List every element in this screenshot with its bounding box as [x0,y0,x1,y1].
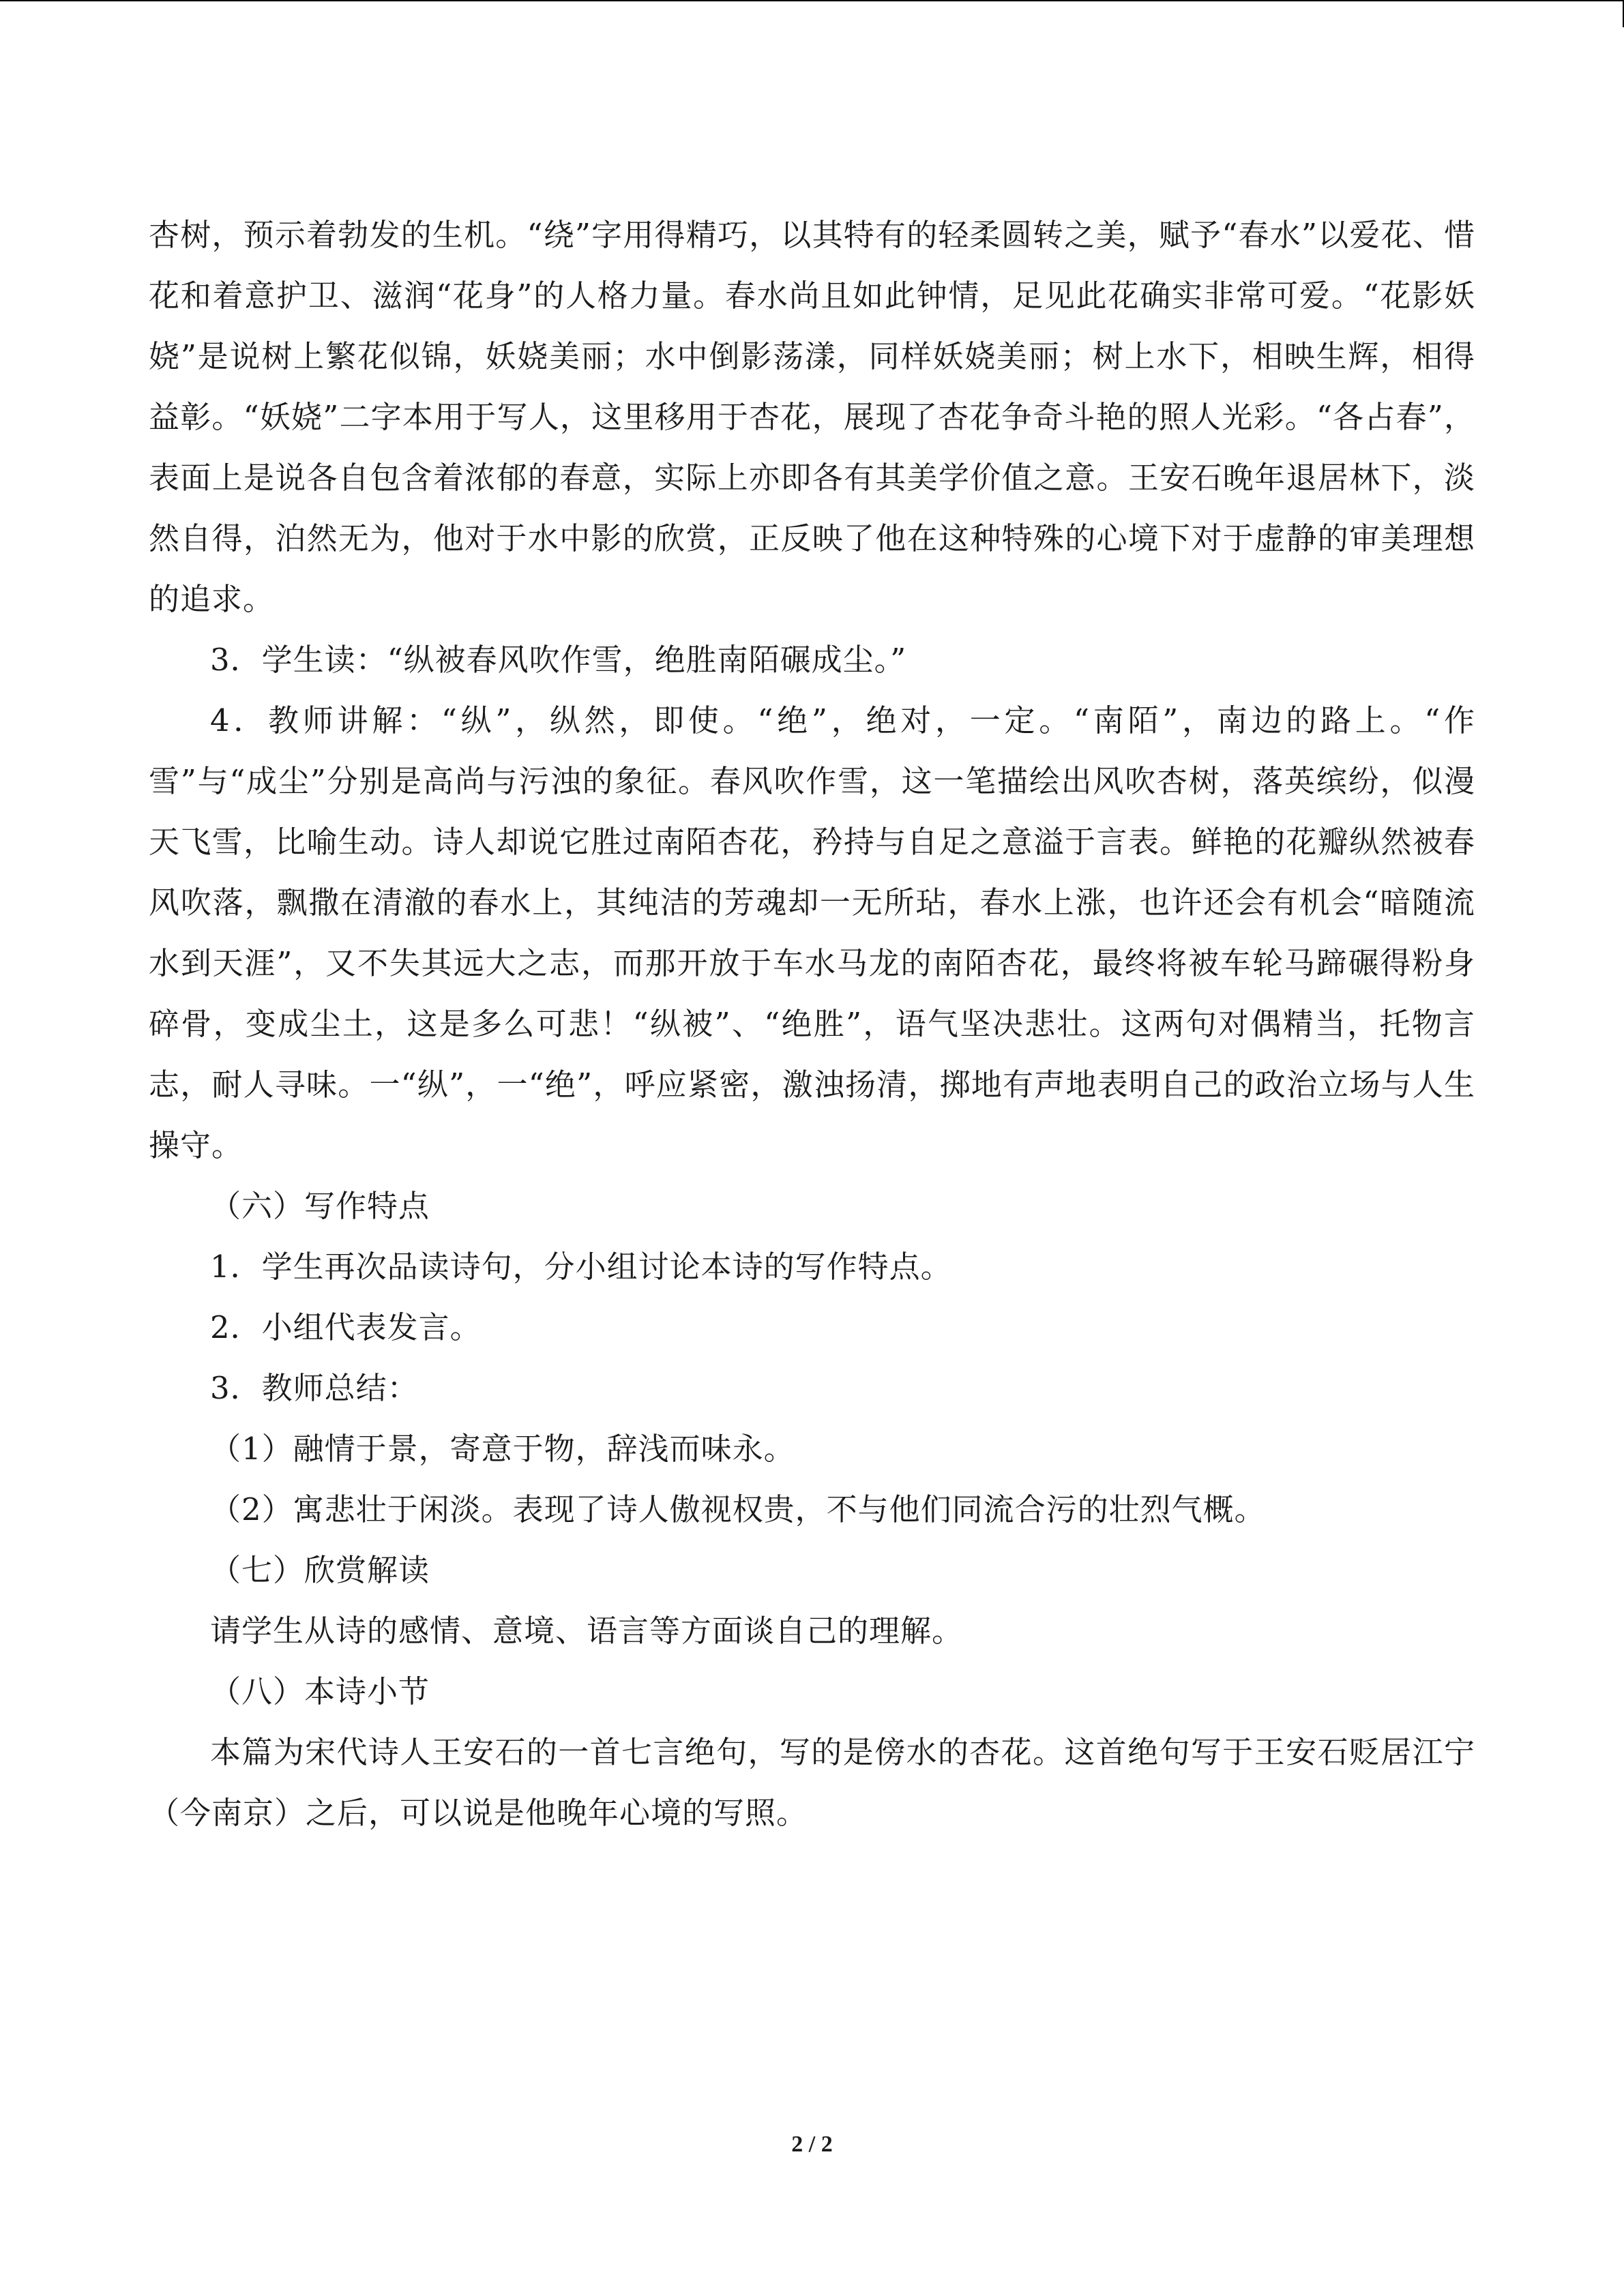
summary-point-2: （2）寓悲壮于闲淡。表现了诗人傲视权贵，不与他们同流合污的壮烈气概。 [210,1491,1266,1527]
section-heading-appreciation: （七）欣赏解读 [210,1552,430,1588]
page-number: 2 / 2 [791,2132,833,2157]
paragraph-teacher-explanation: 4．教师讲解：“纵”，纵然，即使。“绝”，绝对，一定。“南陌”，南边的路上。“作雪”与“成尘”分别是高尚与污浊的象征。春风吹作雪，这一笔描绘出风吹杏树，落英缤纷，似漫天飞雪，比喻生动。诗人却说它胜过南陌杏花，矜持与自足之意溢于言表。鲜艳的花瓣纵然被春风吹落，飘撒在清澈的春水上，其纯洁的芳魂却一无所玷，春水上涨，也许还会有机会“暗随流水到天涯”，又不失其远大之志，而那开放于车水马龙的南陌杏花，最终将被车轮马蹄碾得粉身碎骨，变成尘土，这是多么可悲！“纵被”、“绝胜”，语气坚决悲壮。这两句对偶精当，托物言志，耐人寻味。一“纵”，一“绝”，呼应紧密，激浊扬清，掷地有声地表明自己的政治立场与人生操守。 [149,702,1475,1163]
paragraph-appreciation-task: 请学生从诗的感情、意境、语言等方面谈自己的理解。 [210,1613,964,1649]
summary-point-1: （1）融情于景，寄意于物，辞浅而味永。 [210,1431,795,1467]
section-heading-writing-features: （六）写作特点 [210,1188,430,1224]
section-heading-poem-summary: （八）本诗小节 [210,1673,430,1710]
page-top-border [0,0,1624,1]
list-item-teacher-summary: 3．教师总结： [210,1370,419,1406]
list-item-group-discussion: 1．学生再次品读诗句，分小组讨论本诗的写作特点。 [210,1249,952,1285]
document-body [149,205,1475,1843]
list-item-group-speech: 2．小组代表发言。 [210,1309,482,1345]
paragraph-poem-summary: 本篇为宋代诗人王安石的一首七言绝句，写的是傍水的杏花。这首绝句写于王安石贬居江宁（今南京）之后，可以说是他晚年心境的写照。 [149,1734,1475,1831]
paragraph-student-reading: 3．学生读：“纵被春风吹作雪，绝胜南陌碾成尘。” [210,642,907,678]
paragraph-apricot-analysis: 杏树，预示着勃发的生机。“绕”字用得精巧，以其特有的轻柔圆转之美，赋予“春水”以爱花、惜花和着意护卫、滋润“花身”的人格力量。春水尚且如此钟情，足见此花确实非常可爱。“花影妖娆”是说树上繁花似锦，妖娆美丽；水中倒影荡漾，同样妖娆美丽；树上水下，相映生辉，相得益彰。“妖娆”二字本用于写人，这里移用于杏花，展现了杏花争奇斗艳的照人光彩。“各占春”，表面上是说各自包含着浓郁的春意，实际上亦即各有其美学价值之意。王安石晚年退居林下，淡然自得，泊然无为，他对于水中影的欣赏，正反映了他在这种特殊的心境下对于虚静的审美理想的追求。 [149,217,1475,617]
